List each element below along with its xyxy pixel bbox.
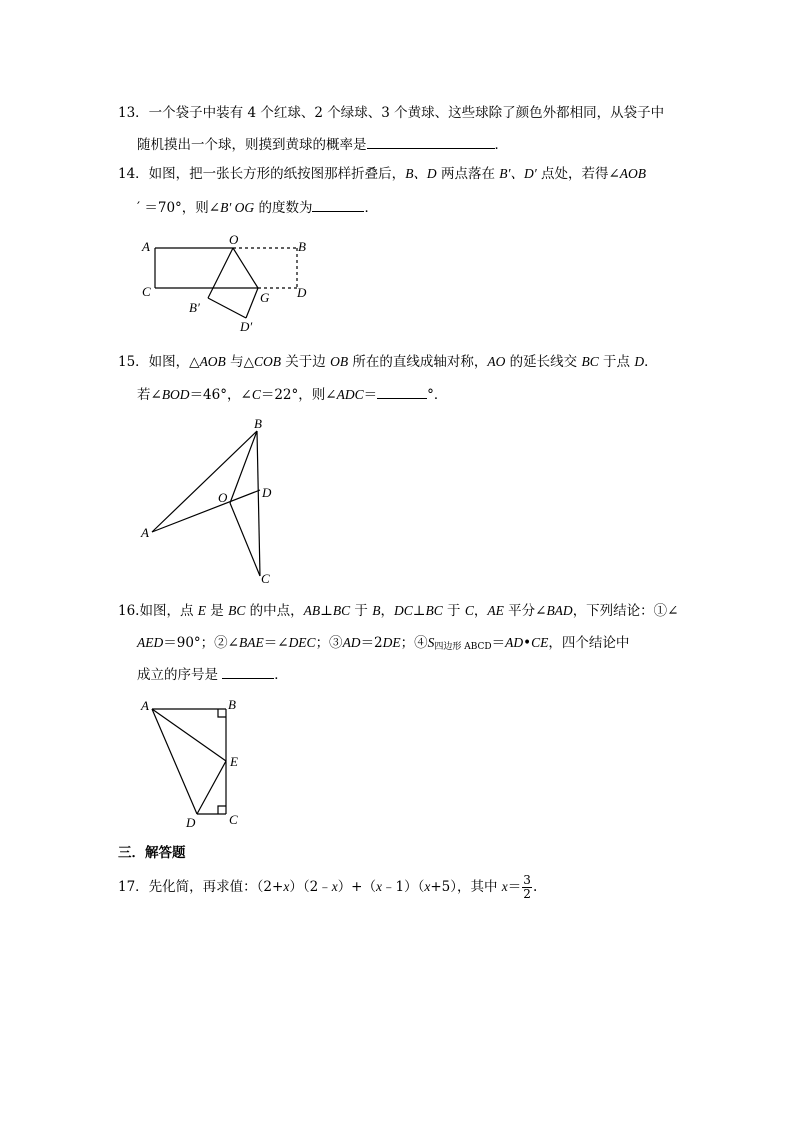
q15-label-C: C [261, 571, 270, 586]
q15-label-D: D [262, 485, 272, 500]
q14-label-O: O [229, 232, 239, 247]
q16-label-E: E [230, 754, 238, 769]
q16-line1: 16.如图，点 E 是 BC 的中点，AB⊥BC 于 B，DC⊥BC 于 C，AE 平分∠BAD，下列结论：①∠ [118, 603, 679, 619]
q17-line: 17．先化简，再求值：（2+x）（2﹣x）+（x﹣1）（x+5），其中 x＝ $\frac{3}{2}$ . [118, 873, 538, 901]
q14-line1: 14．如图，把一张长方形的纸按图那样折叠后，B、D 两点落在 B′、D′ 点处，若得∠AOB [118, 166, 647, 182]
q15-label-O: O [218, 490, 228, 505]
q16-line2: AED＝90°；②∠BAE＝∠DEC；③AD＝2DE；$④S_{四边形 ABCD}=AD•CE$，四个结论中 [137, 635, 630, 652]
q14-label-Dprime: D′ [240, 319, 253, 334]
q16-line3: 成立的序号是 ． [137, 664, 288, 685]
q14-label-B: B [298, 239, 306, 254]
section-heading-solutions: 三．解答题 [118, 845, 186, 861]
q15-line2: 若∠BOD＝46°，∠C＝22°，则∠ADC＝ °． [137, 384, 447, 405]
q13-line2: 随机摸出一个球，则摸到黄球的概率是 ． [137, 134, 508, 155]
q16-label-A: A [141, 698, 149, 713]
q15-label-B: B [254, 416, 262, 431]
q16-label-B: B [228, 697, 236, 712]
q13-text: 随机摸出一个球，则摸到黄球的概率是 [137, 137, 367, 153]
q17-fraction: $\frac{3}{2}$ [523, 873, 531, 901]
q14-line2: ′ ＝70°，则∠B′ OG 的度数为 ． [137, 197, 378, 218]
q14-label-D: D [297, 285, 307, 300]
q15-line1: 15．如图，△AOB 与△COB 关于边 OB 所在的直线成轴对称，AO 的延长线交 BC 于点 D． [118, 354, 658, 370]
q14-label-A: A [142, 239, 150, 254]
q14-label-Bprime: B′ [189, 300, 200, 315]
q14-label-G: G [260, 290, 270, 305]
q16-label-D: D [186, 815, 196, 830]
q13-line1: 13．一个袋子中装有 4 个红球、2 个绿球、3 个黄球、这些球除了颜色外都相同，从袋子中 [118, 105, 665, 121]
q14-label-C: C [142, 284, 151, 299]
q15-label-A: A [141, 525, 149, 540]
q16-label-C: C [229, 812, 238, 827]
